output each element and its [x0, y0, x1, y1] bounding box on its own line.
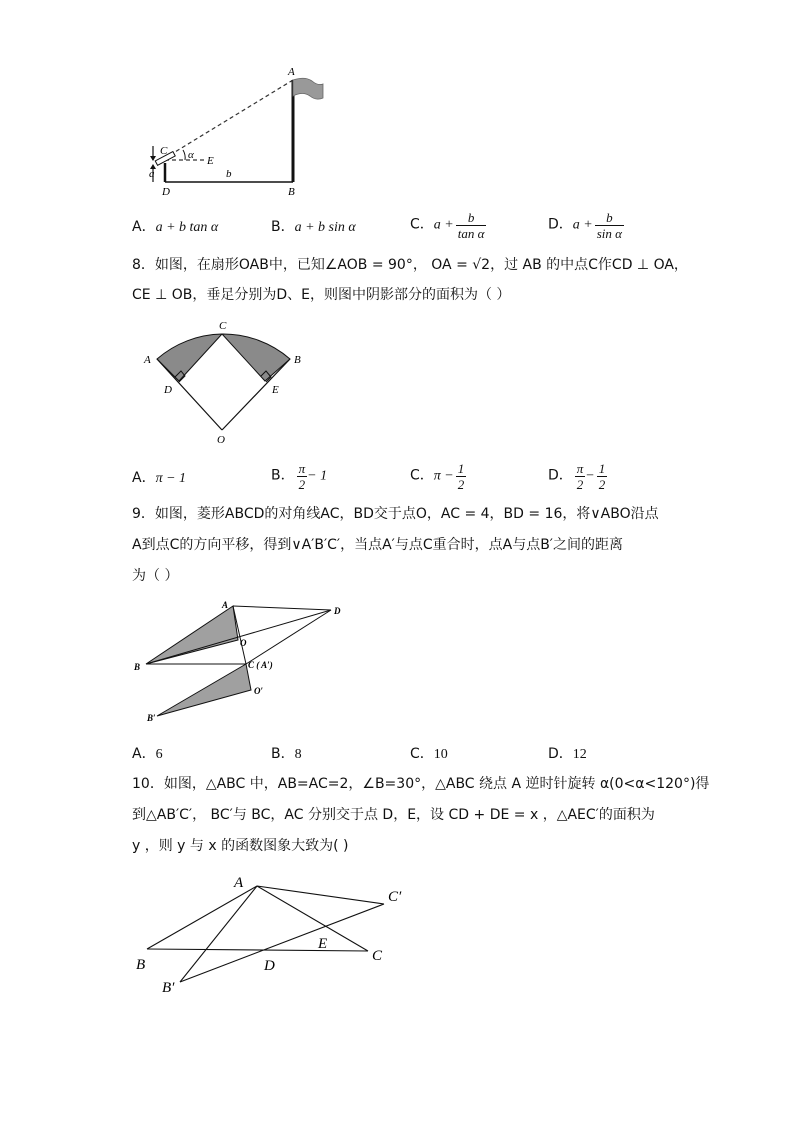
label-E: E: [207, 155, 214, 167]
q7-option-a[interactable]: A．a + b tan α: [132, 219, 219, 235]
label-O: O: [217, 434, 225, 446]
q8-line-1: 8．如图，在扇形OAB中，已知∠AOB = 90°， OA = √2，过 AB 的中点C作CD ⊥ OA，: [132, 257, 688, 273]
label-B: B: [136, 957, 146, 973]
label-A: A: [234, 875, 244, 891]
q9-option-c[interactable]: C．10: [410, 746, 448, 762]
q9-option-d[interactable]: D．12: [548, 746, 587, 762]
label-C: C: [219, 320, 227, 332]
sight-line: [170, 80, 293, 155]
label-C2: C′: [388, 889, 402, 905]
q9-figure: [128, 598, 358, 728]
q10-line-2: 到△AB′C′， BC′与 BC，AC 分别交于点 D，E，设 CD + DE = x ，△AEC′的面积为: [132, 807, 655, 823]
label-D: D: [334, 606, 341, 616]
label-B: B: [294, 354, 301, 366]
label-O2: O′: [254, 686, 264, 696]
q9-option-a[interactable]: A．6: [132, 746, 163, 762]
label-E: E: [272, 384, 279, 396]
q8-option-d[interactable]: D． $\frac{\pi}{2}$ − $\frac{1}{2}$: [548, 461, 606, 492]
q7-option-d[interactable]: D．a + $\frac{b}{\text{sin α}}$: [548, 210, 622, 241]
label-a: a: [149, 168, 155, 180]
label-O: O: [240, 638, 247, 648]
q8-line-2: CE ⊥ OB，垂足分别为D、E，则图中阴影部分的面积为（ ）: [132, 287, 511, 303]
q10-figure: [130, 868, 420, 998]
label-B2: B′: [147, 713, 156, 723]
label-alpha: α: [188, 149, 194, 161]
label-D: D: [162, 186, 170, 198]
q7-option-b[interactable]: B．a + b sin α: [271, 219, 356, 235]
q9-option-b[interactable]: B．8: [271, 746, 302, 762]
label-B: B: [134, 662, 141, 672]
label-A: A: [144, 354, 151, 366]
q9-line-3: 为（ ）: [132, 568, 179, 584]
label-B2: B′: [162, 980, 175, 996]
label-A: A: [288, 66, 295, 78]
label-C: C: [372, 948, 383, 964]
shaded-right: [222, 334, 290, 381]
label-C-A2: C ( A′): [248, 660, 273, 670]
q9-line-2: A到点C的方向平移，得到∨A′B′C′，当点A′与点C重合时，点A与点B′之间的距离: [132, 537, 623, 553]
q9-line-1: 9．如图，菱形ABCD的对角线AC，BD交于点O，AC = 4，BD = 16，将∨ABO沿点: [132, 506, 659, 522]
q8-figure: [140, 315, 310, 450]
label-B: B: [288, 186, 295, 198]
q10-line-3: y ，则 y 与 x 的函数图象大致为( ): [132, 838, 349, 854]
label-C: C: [160, 145, 168, 157]
q7-figure: [140, 60, 340, 200]
label-E: E: [318, 936, 328, 952]
q10-line-1: 10．如图，△ABC 中，AB=AC=2，∠B=30°，△ABC 绕点 A 逆时针旋转 α(0<α<120°)得: [132, 776, 710, 792]
label-A: A: [222, 600, 229, 610]
q8-option-b[interactable]: B． $\frac{\pi}{2}$ − 1: [271, 461, 328, 492]
shaded-left: [157, 334, 222, 381]
flag: [293, 78, 323, 99]
label-D: D: [264, 958, 275, 974]
shaded-A2B2O2: [157, 664, 251, 716]
q8-option-a[interactable]: A．π − 1: [132, 470, 187, 486]
q7-option-c[interactable]: C．a + $\frac{b}{\text{tan α}}$: [410, 210, 485, 241]
shaded-ABO: [146, 606, 238, 664]
label-b: b: [226, 168, 232, 180]
angle-arc: [183, 150, 185, 160]
label-D: D: [164, 384, 172, 396]
q8-option-c[interactable]: C．π − $\frac{1}{2}$: [410, 461, 465, 492]
